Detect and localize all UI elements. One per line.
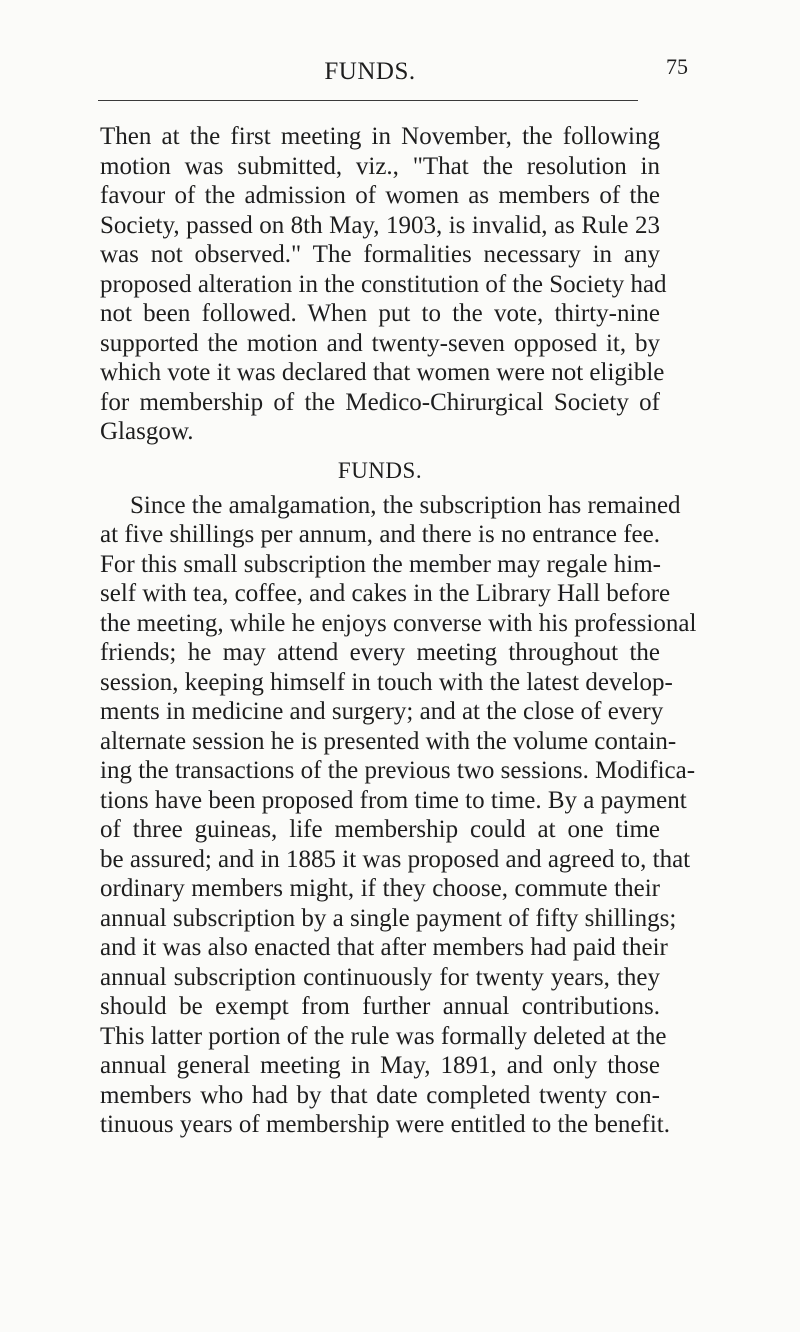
text-line: ordinary members might, if they choose, commute their [100,875,660,902]
running-head [90,54,688,98]
text-line: not been followed. When put to the vote, thirty-nine [100,300,660,327]
text-line: This latter portion of the rule was formally deleted at the [100,1022,667,1050]
text-line: should be exempt from further annual contributions. [100,993,660,1020]
paragraph-funds [100,491,697,1140]
text-line: ing the transactions of the previous two sessions. Modifica- [100,757,696,784]
text-line: Then at the first meeting in November, the following [100,123,660,150]
text-line: For this small subscription the member may regale him- [100,550,661,578]
header-rule [98,100,638,101]
text-line: at five shillings per annum, and there is no entrance fee. [100,521,660,548]
text-line: tinuous years of membership were entitled to the benefit. [100,1111,670,1138]
text-line: annual general meeting in May, 1891, and only those [100,1052,660,1079]
text-line: which vote it was declared that women were not eligible [100,359,665,386]
text-line: for membership of the Medico-Chirurgical Society of [100,388,660,416]
text-line: favour of the admission of women as members of the [100,182,660,209]
running-title: FUNDS. [324,58,416,85]
text-line: annual subscription by a single payment of fifty shillings; [100,904,677,932]
body-text [100,122,697,1140]
text-line: of three guineas, life membership could at one time [100,816,660,843]
text-line: Glasgow. [100,418,194,445]
text-line: be assured; and in 1885 it was proposed and agreed to, that [100,845,691,873]
text-line: friends; he may attend every meeting throughout the [100,639,660,666]
page-number: 75 [666,54,688,79]
text-line: and it was also enacted that after members had paid their [100,934,668,961]
text-line: self with tea, coffee, and cakes in the Library Hall before [100,580,671,607]
text-line: was not observed." The formalities necessary in any [100,241,660,268]
text-line: alternate session he is presented with the volume contain- [100,727,677,755]
text-line: proposed alteration in the constitution of the Society had [100,270,667,298]
text-line: supported the motion and twenty-seven opposed it, by [100,329,660,357]
text-line: motion was submitted, viz., "That the resolution in [100,152,660,180]
text-line: members who had by that date completed twenty con- [100,1081,660,1109]
text-line: tions have been proposed from time to time. By a payment [100,786,687,814]
text-line: Since the amalgamation, the subscription has remained [130,491,681,519]
section-heading-funds: FUNDS. [337,457,423,483]
text-line: ments in medicine and surgery; and at the close of every [100,698,664,725]
text-line: Society, passed on 8th May, 1903, is invalid, as Rule 23 [100,211,660,239]
text-line: session, keeping himself in touch with the latest develop- [100,668,673,696]
paragraph-admission-of-women [100,122,667,447]
text-line: annual subscription continuously for twenty years, they [100,963,660,991]
text-line: the meeting, while he enjoys converse with his professional [100,609,697,637]
